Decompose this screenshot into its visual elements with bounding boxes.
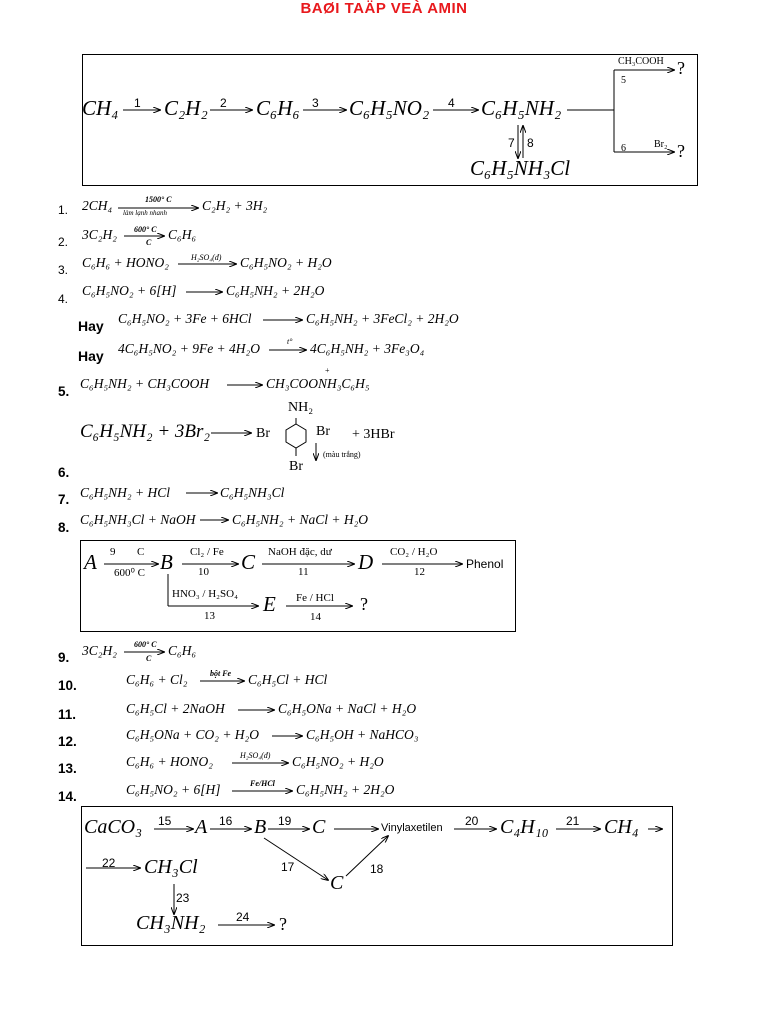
eq-11-label: 11. (58, 707, 77, 722)
question-6: ? (677, 141, 685, 161)
step-8-label: 8 (527, 136, 534, 150)
scheme2-reagent-14: Fe / HCl (296, 592, 334, 604)
eq-7-left: C₆H₅NH₂ + HCl (80, 485, 170, 500)
eq-9-above: 600° C (134, 640, 157, 649)
scheme3-a: A (195, 816, 208, 838)
eq-2-left: 3C₂H₂ (82, 227, 117, 242)
eq-10-right: C₆H₅Cl + HCl (248, 672, 328, 687)
eq-5-label: 5. (58, 384, 70, 399)
eq-3-label: 3. (58, 263, 69, 277)
eq-6-label: 6. (58, 465, 70, 480)
step-6-label: 6 (621, 143, 626, 154)
scheme3-step-17: 17 (281, 860, 295, 874)
scheme2-reagent-12: CO₂ / H₂O (390, 546, 438, 558)
eq-6-left: C₆H₅NH₂ + 3Br₂ (80, 421, 211, 442)
hay-label-1: Hay (78, 318, 104, 334)
eq-9-right: C₆H₆ (168, 643, 197, 658)
c6h5no2-formula: C₆H₅NO₂ (349, 96, 430, 120)
scheme2-a: A (84, 550, 97, 574)
scheme2-step-14: 14 (310, 611, 321, 623)
eq-2-above: 600° C (134, 225, 157, 234)
scheme3-question: ? (279, 914, 287, 934)
eq-7-label: 7. (58, 492, 70, 507)
scheme3-vinylaxetilen: Vinylaxetilen (381, 822, 443, 834)
eq-4-label: 4. (58, 292, 69, 306)
eq-12-right: C₆H₅OH + NaHCO₃ (306, 727, 419, 742)
eq-1-left: 2CH₄ (82, 198, 113, 213)
scheme3-step-21: 21 (566, 814, 580, 828)
step-7-label: 7 (508, 136, 515, 150)
eq-14-left: C₆H₅NO₂ + 6[H] (126, 782, 221, 797)
eq-3-left: C₆H₆ + HONO₂ (82, 255, 169, 270)
eq-6-br-bottom: Br (289, 459, 303, 474)
scheme3-step-18: 18 (370, 862, 384, 876)
scheme2-question: ? (360, 594, 368, 614)
c2h2-formula: C₂H₂ (164, 96, 208, 120)
reagent-5: CH₃COOH (618, 56, 664, 67)
eq-2-right: C₆H₆ (168, 227, 197, 242)
scheme3-step-24: 24 (236, 910, 250, 924)
scheme2-reagent-10: Cl₂ / Fe (190, 546, 224, 558)
eq-1-below: làm lạnh nhanh (123, 209, 167, 217)
scheme3-b: B (254, 816, 267, 838)
scheme2-step-9: 9 (110, 546, 116, 558)
eq-11-left: C₆H₅Cl + 2NaOH (126, 701, 225, 716)
eq-6-br-left: Br (256, 426, 270, 441)
eq-3-right: C₆H₅NO₂ + H₂O (240, 255, 332, 270)
scheme2-step-9-reagent: C (137, 546, 145, 558)
scheme2-step-13: 13 (204, 610, 215, 622)
c6h5nh3cl-formula: C₆H₅NH₃Cl (470, 156, 571, 180)
scheme2-c: C (241, 550, 256, 574)
scheme3-step-23: 23 (176, 891, 190, 905)
eq-13-right: C₆H₅NO₂ + H₂O (292, 754, 384, 769)
c6h5nh2-formula: C₆H₅NH₂ (481, 96, 562, 120)
eq-14-right: C₆H₅NH₂ + 2H₂O (296, 782, 395, 797)
eq-14-above: Fe/HCl (250, 779, 275, 788)
scheme3-c: C (312, 816, 326, 838)
step-5-label: 5 (621, 75, 626, 86)
hay-label-2: Hay (78, 348, 104, 364)
eq-1-label: 1. (58, 203, 69, 217)
eq-4a-left: C₆H₅NO₂ + 3Fe + 6HCl (118, 311, 252, 326)
eq-1-above: 1500° C (145, 195, 172, 204)
eq-4-left: C₆H₅NO₂ + 6[H] (82, 283, 177, 298)
eq-2-below: C (146, 238, 152, 247)
eq-5-plus-charge: + (325, 366, 330, 375)
eq-13-above: H₂SO₄(đ) (240, 751, 271, 760)
eq-10-label: 10. (58, 678, 77, 693)
eq-4-right: C₆H₅NH₂ + 2H₂O (226, 283, 325, 298)
eq-13-label: 13. (58, 761, 77, 776)
ch4-formula: CH₄ (82, 96, 119, 120)
scheme3-ch3nh2: CH₃NH₂ (136, 912, 206, 934)
eq-6-br-right: Br (316, 424, 330, 439)
scheme2-step-10: 10 (198, 566, 209, 578)
scheme2-e: E (263, 592, 276, 616)
scheme3-step-19: 19 (278, 814, 292, 828)
scheme3-step-16: 16 (219, 814, 233, 828)
eq-8-right: C₆H₅NH₂ + NaCl + H₂O (232, 512, 369, 527)
scheme2-d: D (358, 550, 374, 574)
eq-5-right: CH₃COONH₃C₆H₅ (266, 376, 370, 391)
eq-1-right: C₂H₂ + 3H₂ (202, 198, 268, 213)
eq-4b-left: 4C₆H₅NO₂ + 9Fe + 4H₂O (118, 341, 260, 356)
eq-7-right: C₆H₅NH₃Cl (220, 485, 285, 500)
scheme2-b: B (160, 550, 173, 574)
scheme2-reagent-11: NaOH đặc, dư (268, 546, 332, 558)
scheme3-c4h10: C₄H₁₀ (500, 816, 549, 838)
eq-5-left: C₆H₅NH₂ + CH₃COOH (80, 376, 210, 391)
eq-4a-right: C₆H₅NH₂ + 3FeCl₂ + 2H₂O (306, 311, 459, 326)
eq-12-left: C₆H₅ONa + CO₂ + H₂O (126, 727, 260, 742)
c6h6-formula: C₆H₆ (256, 96, 300, 120)
scheme3-step-20: 20 (465, 814, 479, 828)
scheme3-c-lower: C (330, 872, 344, 894)
eq-6-note: (màu trắng) (323, 450, 361, 459)
eq-10-above: bột Fe (210, 669, 232, 678)
eq-9-label: 9. (58, 650, 70, 665)
eq-2-label: 2. (58, 235, 69, 249)
step-1-label: 1 (134, 96, 141, 110)
scheme3-caco3: CaCO₃ (84, 816, 143, 838)
step-3-label: 3 (312, 96, 319, 110)
reagent-6: Br₂ (654, 139, 668, 150)
scheme2-phenol: Phenol (466, 557, 504, 571)
scheme3-step-22: 22 (102, 856, 116, 870)
scheme3-ch4: CH₄ (604, 816, 639, 838)
page-title: BAØI TAÄP VEÀ AMIN (300, 0, 468, 17)
eq-8-left: C₆H₅NH₃Cl + NaOH (80, 512, 196, 527)
eq-11-right: C₆H₅ONa + NaCl + H₂O (278, 701, 417, 716)
eq-4b-above: t° (287, 337, 293, 346)
eq-6-nh2: NH₂ (288, 400, 314, 415)
step-4-label: 4 (448, 96, 455, 110)
eq-4b-right: 4C₆H₅NH₂ + 3Fe₃O₄ (310, 341, 425, 356)
eq-6-extra: + 3HBr (352, 427, 395, 442)
scheme2-step-12: 12 (414, 566, 425, 578)
eq-3-above: H₂SO₄(đ) (191, 253, 222, 262)
scheme2-step-11: 11 (298, 566, 309, 578)
scheme2-step-9-temp: 600⁰ C (114, 567, 145, 579)
scheme3-step-15: 15 (158, 814, 172, 828)
step-2-label: 2 (220, 96, 227, 110)
scheme2-reagent-13: HNO₃ / H₂SO₄ (172, 588, 238, 600)
eq-8-label: 8. (58, 520, 70, 535)
eq-9-left: 3C₂H₂ (82, 643, 117, 658)
scheme3-ch3cl: CH₃Cl (144, 856, 198, 878)
eq-14-label: 14. (58, 789, 77, 804)
question-5: ? (677, 58, 685, 78)
eq-13-left: C₆H₆ + HONO₂ (126, 754, 213, 769)
eq-9-below: C (146, 654, 152, 663)
eq-12-label: 12. (58, 734, 77, 749)
eq-10-left: C₆H₆ + Cl₂ (126, 672, 188, 687)
